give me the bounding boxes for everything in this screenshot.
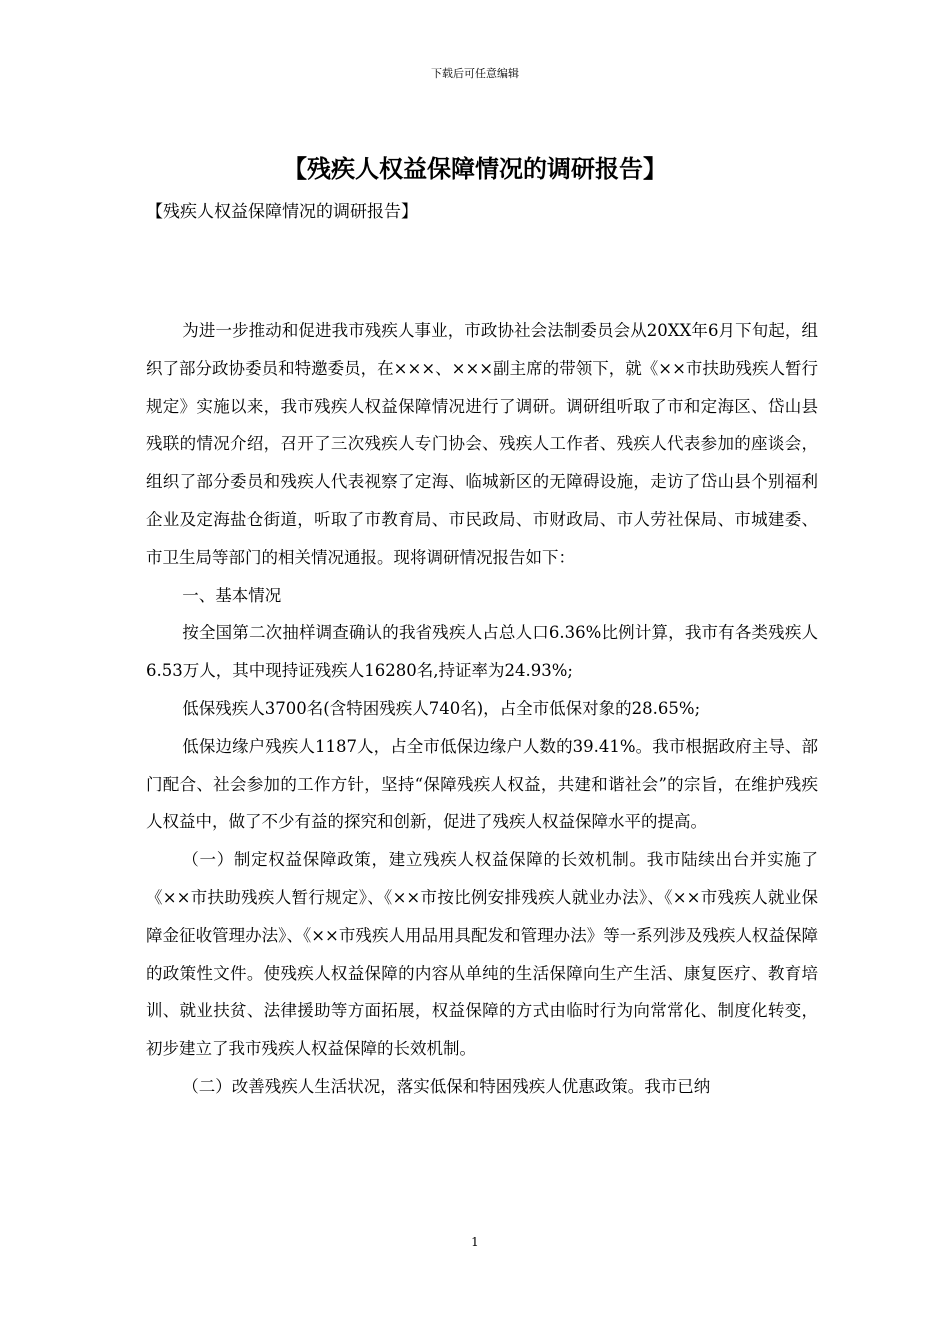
document-body bbox=[146, 312, 818, 1106]
document-title: 【残疾人权益保障情况的调研报告】 bbox=[283, 155, 667, 183]
paragraph-intro: 为进一步推动和促进我市残疾人事业，市政协社会法制委员会从20XX年6月下旬起，组织了部分政协委员和特邀委员，在×××、×××副主席的带领下，就《××市扶助残疾人暂行规定》实施以来，我市残疾人权益保障情况进行了调研。调研组听取了市和定海区、岱山县残联的情况介绍，召开了三次残疾人专门协会、残疾人工作者、残疾人代表参加的座谈会，组织了部分委员和残疾人代表视察了定海、临城新区的无障碍设施，走访了岱山县个别福利企业及定海盐仓街道，听取了市教育局、市民政局、市财政局、市人劳社保局、市城建委、市卫生局等部门的相关情况通报。现将调研情况报告如下： bbox=[146, 321, 818, 567]
paragraph-living-conditions: （二）改善残疾人生活状况，落实低保和特困残疾人优惠政策。我市已纳 bbox=[182, 1076, 711, 1096]
paragraph-statistics: 按全国第二次抽样调查确认的我省残疾人占总人口6.36%比例计算，我市有各类残疾人6.53万人，其中现持证残疾人16280名,持证率为24.93%; bbox=[146, 623, 818, 681]
header-note: 下载后可任意编辑 bbox=[431, 67, 519, 80]
page-number: 1 bbox=[471, 1235, 479, 1249]
document-subtitle: 【残疾人权益保障情况的调研报告】 bbox=[146, 202, 418, 222]
paragraph-low-income: 低保残疾人3700名(含特困残疾人740名)，占全市低保对象的28.65%; bbox=[182, 698, 701, 718]
paragraph-policy-mechanism: （一）制定权益保障政策，建立残疾人权益保障的长效机制。我市陆续出台并实施了《××市扶助残疾人暂行规定》、《××市按比例安排残疾人就业办法》、《××市残疾人就业保障金征收管理办法》、《××市残疾人用品用具配发和管理办法》等一系列涉及残疾人权益保障的政策性文件。使残疾人权益保障的内容从单纯的生活保障向生产生活、康复医疗、教育培训、就业扶贫、法律援助等方面拓展，权益保障的方式由临时行为向常常化、制度化转变，初步建立了我市残疾人权益保障的长效机制。 bbox=[146, 850, 818, 1059]
paragraph-marginal-households: 低保边缘户残疾人1187人，占全市低保边缘户人数的39.41%。我市根据政府主导、部门配合、社会参加的工作方针，坚持“保障残疾人权益，共建和谐社会”的宗旨，在维护残疾人权益中，做了不少有益的探究和创新，促进了残疾人权益保障水平的提高。 bbox=[146, 736, 818, 832]
section-heading-basic: 一、基本情况 bbox=[182, 585, 282, 605]
